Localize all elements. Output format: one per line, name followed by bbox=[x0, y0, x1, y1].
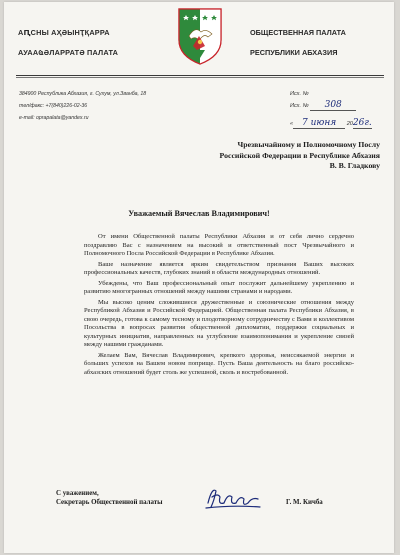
contact-block bbox=[19, 88, 146, 124]
emblem-icon bbox=[175, 6, 225, 66]
addressee-line3: В. В. Гладкову bbox=[329, 161, 380, 170]
contact-phone: тел/факс: +7(840)226-02-36 bbox=[19, 103, 88, 109]
reference-date-label: Исх. № bbox=[290, 91, 309, 97]
reference-number-value: 308 bbox=[310, 101, 356, 111]
salutation: Уважаемый Вячеслав Владимирович! bbox=[128, 209, 270, 218]
letter-body bbox=[84, 233, 354, 379]
letter-page bbox=[4, 2, 394, 553]
paragraph-5: Желаем Вам, Вячеслав Владимирович, крепкого здоровья, неиссякаемой энергии и больших успехов на Вашем новом поприще. Пусть Ваша деятельность на благо российско-абхазских отношений будет столь же успешной, сколь и востребованной. bbox=[84, 351, 354, 376]
addressee-line1: Чрезвычайному и Полномочному Послу bbox=[237, 140, 380, 149]
reference-full-date-line: « 7 июня 2026г. bbox=[290, 118, 372, 128]
header-left-line1: АԤСНЫ АҲӘЫНҬҚАРРА bbox=[18, 28, 110, 37]
closing-text: С уважением, bbox=[56, 490, 99, 497]
signer-position: Секретарь Общественной палаты bbox=[56, 499, 163, 506]
reference-year-prefix: 20 bbox=[346, 121, 353, 127]
reference-year-suffix: 26г. bbox=[352, 118, 372, 128]
paragraph-3: Убеждены, что Ваш профессиональный опыт послужит дальнейшему укреплению и развитию многогранных отношений между нашими странами и народами. bbox=[84, 279, 354, 295]
header-divider-thin bbox=[16, 77, 384, 78]
handwritten-signature bbox=[202, 483, 264, 513]
paragraph-2: Ваше назначение является ярким свидетельством признания Ваших высоких профессиональных качеств, глубоких знаний в области международных отношений. bbox=[84, 260, 354, 276]
reference-number-line bbox=[290, 100, 390, 112]
contact-address: 384900 Республика Абхазия, г. Сухум, ул.Званба, 18 bbox=[19, 91, 147, 97]
header-left-line2: АУААҨӘЛАРРАТӘ ПАЛАТА bbox=[18, 48, 119, 58]
contact-email: e-mail: oprapalata@yandex.ru bbox=[19, 115, 89, 121]
reference-block bbox=[290, 88, 390, 130]
addressee-block bbox=[154, 140, 380, 172]
header-left bbox=[18, 29, 168, 70]
header-right-line1: ОБЩЕСТВЕННАЯ ПАЛАТА bbox=[250, 28, 346, 37]
header-right-line2: РЕСПУБЛИКИ АБХАЗИЯ bbox=[250, 48, 338, 58]
paragraph-1: От имени Общественной палаты Республики Абхазия и от себя лично сердечно поздравляю Вас с назначением на высокий и ответственный пост Чрезвычайного и Полномочного Посла Российской Федерации в Республике Абхазия. bbox=[84, 233, 354, 257]
reference-number-label: Исх. № bbox=[290, 103, 309, 109]
header-right bbox=[250, 29, 390, 70]
paragraph-4: Мы высоко ценим сложившиеся дружественные и союзнические отношения между Республикой Абхазия и Российской Федерацией. Общественная палата Республики Абхазия, в свою очередь, готова к самому тесному и плодотворному сотрудничеству с Вами и коллективом Посольства в вопросах развития общественной дипломатии, поддержки социальных и культурных инициатив, направленных на углубление взаимопонимания и укрепление связей между нашими гражданами. bbox=[84, 298, 354, 348]
signer-name: Г. М. Кичба bbox=[286, 499, 323, 506]
addressee-line2: Российской Федерации в Республике Абхазия bbox=[219, 150, 380, 160]
header-divider bbox=[16, 75, 384, 76]
reference-date-line bbox=[290, 88, 390, 100]
reference-date-value: 7 июня bbox=[293, 119, 345, 129]
